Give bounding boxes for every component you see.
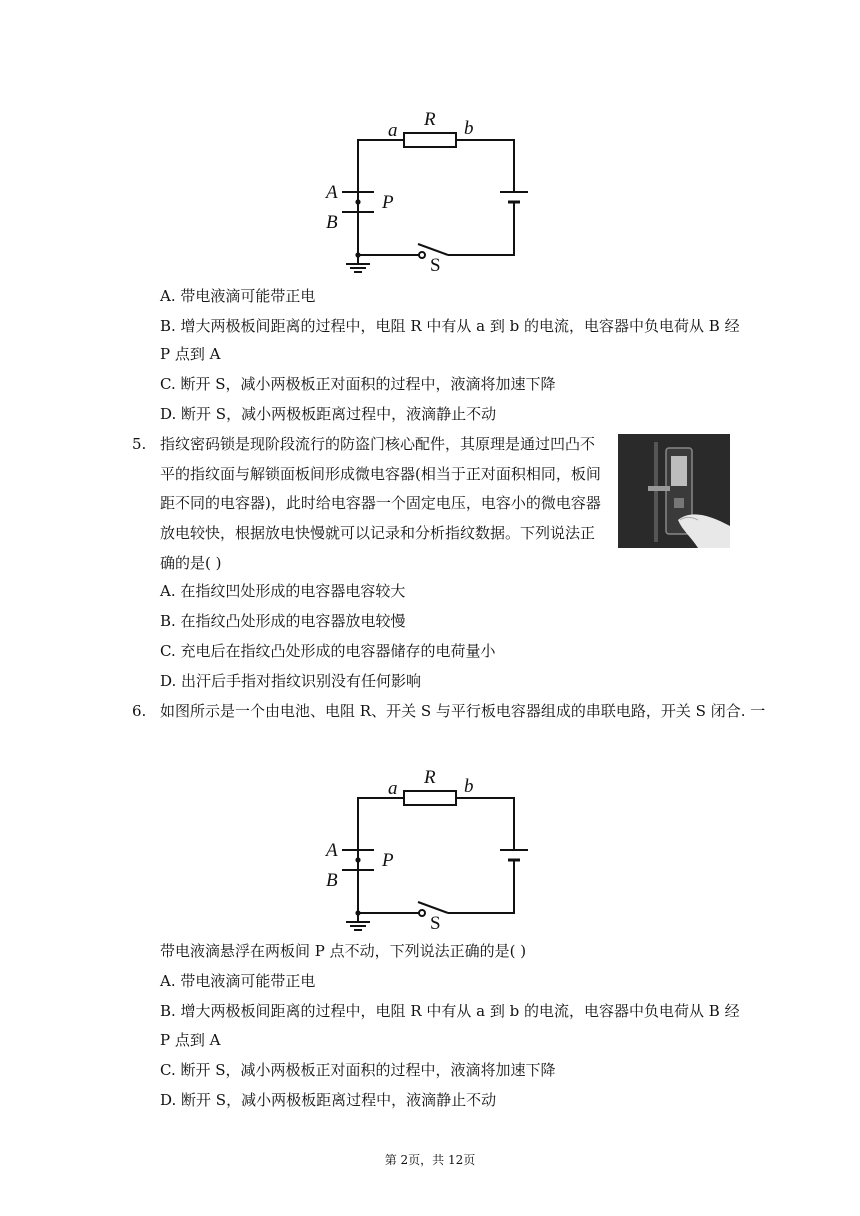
label-switch: S	[430, 255, 441, 274]
circuit-diagram-2	[318, 762, 538, 932]
q5-option-a: A. 在指纹凹处形成的电容器电容较大	[160, 582, 406, 600]
fingerprint-lock-photo	[618, 434, 730, 548]
label-r: R	[424, 767, 436, 788]
q5-text-line: 指纹密码锁是现阶段流行的防盗门核心配件，其原理是通过凹凸不	[160, 435, 596, 453]
q5-number: 5.	[132, 435, 147, 453]
q6-option-d: D. 断开 S，减小两极板距离过程中，液滴静止不动	[160, 1091, 497, 1109]
label-switch: S	[430, 913, 441, 932]
q4-option-c: C. 断开 S，减小两极板正对面积的过程中，液滴将加速下降	[160, 375, 556, 393]
label-plate-b: B	[326, 870, 338, 891]
q6-option-b: B. 增大两极板间距离的过程中，电阻 R 中有从 a 到 b 的电流，电容器中负电荷从 B 经	[160, 1002, 740, 1020]
label-a: a	[388, 778, 398, 799]
q6-option-c: C. 断开 S，减小两极板正对面积的过程中，液滴将加速下降	[160, 1061, 556, 1079]
label-plate-a: A	[326, 182, 338, 203]
q5-text-line: 确的是( )	[160, 554, 222, 572]
label-plate-b: B	[326, 212, 338, 233]
q5-text-line: 距不同的电容器)，此时给电容器一个固定电压，电容小的微电容器	[160, 494, 601, 512]
circuit-diagram-1	[318, 104, 538, 274]
q5-option-b: B. 在指纹凸处形成的电容器放电较慢	[160, 612, 406, 630]
q6-option-a: A. 带电液滴可能带正电	[160, 972, 316, 990]
label-plate-a: A	[326, 840, 338, 861]
q5-text-line: 放电较快，根据放电快慢就可以记录和分析指纹数据。下列说法正	[160, 524, 596, 542]
q4-option-b-cont: P 点到 A	[160, 345, 221, 363]
page-footer: 第 2页，共 12页	[384, 1153, 476, 1167]
q6-option-b-cont: P 点到 A	[160, 1031, 221, 1049]
q5-text-line: 平的指纹面与解锁面板间形成微电容器(相当于正对面积相同，板间	[160, 465, 601, 483]
label-p: P	[382, 192, 394, 213]
label-b: b	[464, 118, 474, 139]
q6-text-line: 带电液滴悬浮在两板间 P 点不动，下列说法正确的是( )	[160, 942, 527, 960]
q6-number: 6.	[132, 702, 147, 720]
q4-option-d: D. 断开 S，减小两极板距离过程中，液滴静止不动	[160, 405, 497, 423]
q6-text-line: 如图所示是一个由电池、电阻 R、开关 S 与平行板电容器组成的串联电路，开关 S 闭合. 一	[160, 702, 766, 720]
label-r: R	[424, 109, 436, 130]
q5-option-c: C. 充电后在指纹凸处形成的电容器储存的电荷量小	[160, 642, 496, 660]
q4-option-a: A. 带电液滴可能带正电	[160, 287, 316, 305]
q5-option-d: D. 出汗后手指对指纹识别没有任何影响	[160, 672, 422, 690]
label-p: P	[382, 850, 394, 871]
label-b: b	[464, 776, 474, 797]
label-a: a	[388, 120, 398, 141]
q4-option-b: B. 增大两极板间距离的过程中，电阻 R 中有从 a 到 b 的电流，电容器中负电荷从 B 经	[160, 317, 740, 335]
